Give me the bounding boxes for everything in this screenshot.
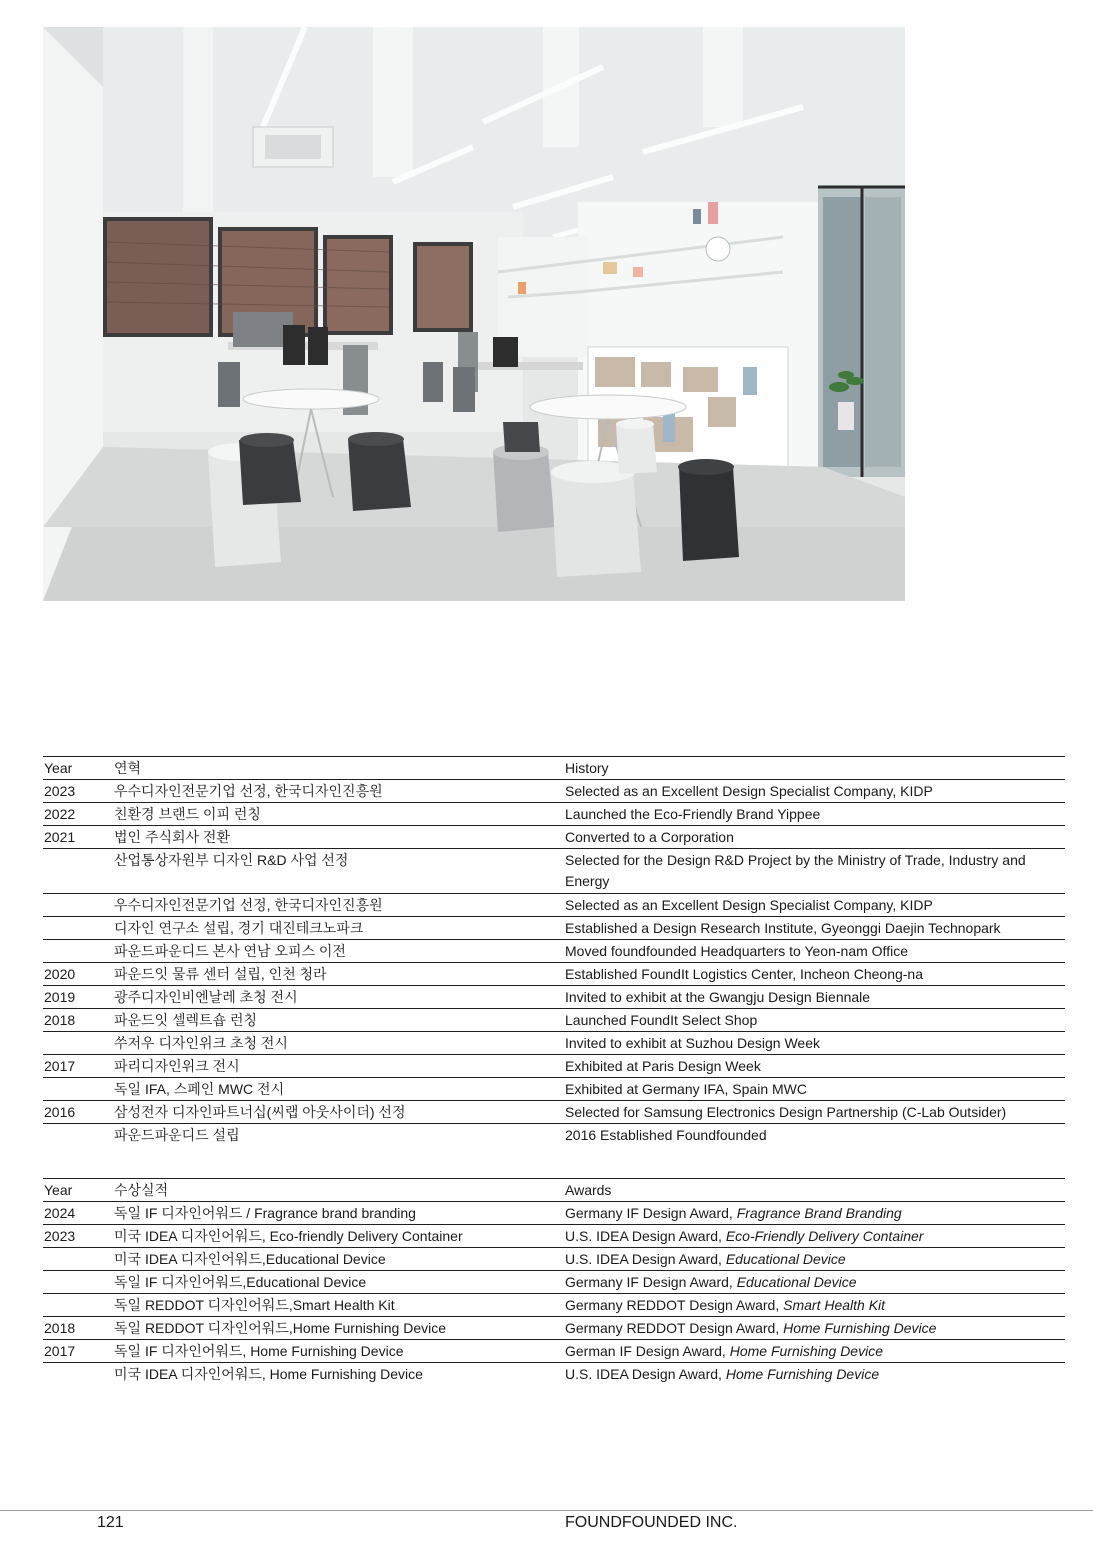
en-cell <box>565 1272 1060 1292</box>
page-number: 121 <box>97 1514 124 1531</box>
table-row <box>43 780 1065 803</box>
en-cell: Converted to a Corporation <box>565 829 734 845</box>
table-row <box>43 1055 1065 1078</box>
en-cell <box>565 1203 1060 1223</box>
ko-cell: 독일 REDDOT 디자인어워드,Home Furnishing Device <box>114 1320 447 1336</box>
en-cell <box>565 1226 1060 1246</box>
ko-cell: 디자인 연구소 설립, 경기 대진테크노파크 <box>114 920 364 936</box>
en-cell <box>565 1364 1060 1384</box>
en-cell: Selected for Samsung Electronics Design Partnership (C-Lab Outsider) <box>565 1104 1007 1120</box>
award-name: Germany IF Design Award, <box>565 1274 737 1290</box>
ko-cell: 쑤저우 디자인위크 초청 전시 <box>114 1035 288 1051</box>
ko-cell: 법인 주식회사 전환 <box>114 829 230 845</box>
year-cell: 2016 <box>44 1104 76 1120</box>
ko-cell: 파운드잇 물류 센터 설립, 인천 청라 <box>114 966 327 982</box>
ko-cell: 친환경 브랜드 이피 런칭 <box>114 806 261 822</box>
en-cell: 2016 Established Foundfounded <box>565 1127 767 1143</box>
table-row <box>43 1101 1065 1124</box>
en-cell: Established FoundIt Logistics Center, Incheon Cheong-na <box>565 966 924 982</box>
awards-en-header: Awards <box>565 1182 612 1198</box>
table-row <box>43 1078 1065 1101</box>
ko-cell: 파운드파운디드 설립 <box>114 1127 240 1143</box>
year-cell: 2022 <box>44 806 76 822</box>
ko-cell: 파운드잇 셀렉트숍 런칭 <box>114 1012 258 1028</box>
ko-cell: 광주디자인비엔날레 초청 전시 <box>114 989 298 1005</box>
year-cell: 2018 <box>44 1320 76 1336</box>
table-row <box>43 1340 1065 1363</box>
award-category: Smart Health Kit <box>783 1297 886 1313</box>
year-header: Year <box>44 760 73 776</box>
table-row <box>43 1317 1065 1340</box>
en-cell: Exhibited at Germany IFA, Spain MWC <box>565 1081 807 1097</box>
en-cell <box>565 1318 1060 1338</box>
en-cell: Moved foundfounded Headquarters to Yeon-nam Office <box>565 943 908 959</box>
award-name: Germany REDDOT Design Award, <box>565 1320 784 1336</box>
ko-cell: 미국 IDEA 디자인어워드, Home Furnishing Device <box>114 1366 423 1382</box>
year-header: Year <box>44 1182 73 1198</box>
ko-cell: 독일 IF 디자인어워드 / Fragrance brand branding <box>114 1205 416 1221</box>
award-category: Home Furnishing Device <box>725 1366 880 1382</box>
awards-header-row <box>43 1178 1065 1202</box>
ko-cell: 산업통상자원부 디자인 R&D 사업 선정 <box>114 852 349 868</box>
table-row <box>43 1124 1065 1146</box>
history-en-header: History <box>565 760 609 776</box>
ko-cell: 파운드파운디드 본사 연남 오피스 이전 <box>114 943 346 959</box>
ko-cell: 독일 IFA, 스페인 MWC 전시 <box>114 1081 285 1097</box>
en-cell <box>565 1249 1060 1269</box>
table-row <box>43 917 1065 940</box>
en-cell: Established a Design Research Institute, Gyeonggi Daejin Technopark <box>565 920 1001 936</box>
awards-ko-header: 수상실적 <box>114 1182 169 1198</box>
award-name: U.S. IDEA Design Award, <box>565 1366 726 1382</box>
table-row <box>43 1363 1065 1385</box>
ko-cell: 우수디자인전문기업 선정, 한국디자인진흥원 <box>114 897 383 913</box>
award-name: U.S. IDEA Design Award, <box>565 1228 726 1244</box>
award-category: Home Furnishing Device <box>783 1320 937 1336</box>
history-header-row <box>43 756 1065 780</box>
table-row <box>43 1248 1065 1271</box>
year-cell: 2023 <box>44 783 76 799</box>
ko-cell: 독일 IF 디자인어워드,Educational Device <box>114 1274 367 1290</box>
en-cell: Selected as an Excellent Design Specialist Company, KIDP <box>565 897 933 913</box>
en-cell: Selected as an Excellent Design Specialist Company, KIDP <box>565 783 933 799</box>
year-cell: 2017 <box>44 1343 76 1359</box>
en-cell: Launched the Eco-Friendly Brand Yippee <box>565 806 821 822</box>
ko-cell: 파리디자인위크 전시 <box>114 1058 240 1074</box>
en-cell <box>565 1341 1060 1361</box>
award-category: Home Furnishing Device <box>729 1343 883 1359</box>
en-cell: Exhibited at Paris Design Week <box>565 1058 761 1074</box>
year-cell: 2017 <box>44 1058 76 1074</box>
year-cell: 2019 <box>44 989 76 1005</box>
year-cell: 2018 <box>44 1012 76 1028</box>
history-table <box>43 756 1065 1146</box>
footer-divider <box>0 1510 1093 1511</box>
table-row <box>43 826 1065 849</box>
ko-cell: 미국 IDEA 디자인어워드, Eco-friendly Delivery Container <box>114 1228 463 1244</box>
en-cell: Invited to exhibit at Suzhou Design Week <box>565 1035 821 1051</box>
table-row <box>43 1225 1065 1248</box>
year-cell: 2021 <box>44 829 76 845</box>
award-category: Fragrance Brand Branding <box>736 1205 902 1221</box>
award-category: Educational Device <box>725 1251 846 1267</box>
year-cell: 2024 <box>44 1205 76 1221</box>
table-row <box>43 849 1065 894</box>
award-category: Educational Device <box>736 1274 857 1290</box>
table-row <box>43 986 1065 1009</box>
table-row <box>43 1202 1065 1225</box>
table-row <box>43 963 1065 986</box>
year-cell: 2023 <box>44 1228 76 1244</box>
ko-cell: 독일 REDDOT 디자인어워드,Smart Health Kit <box>114 1297 395 1313</box>
table-row <box>43 940 1065 963</box>
table-row <box>43 803 1065 826</box>
table-row <box>43 1294 1065 1317</box>
ko-cell: 삼성전자 디자인파트너십(씨랩 아웃사이더) 선정 <box>114 1104 406 1120</box>
table-row <box>43 1032 1065 1055</box>
company-name: FOUNDFOUNDED INC. <box>565 1514 738 1531</box>
award-name: German IF Design Award, <box>565 1343 730 1359</box>
year-cell: 2020 <box>44 966 76 982</box>
table-row <box>43 894 1065 917</box>
table-row <box>43 1271 1065 1294</box>
history-ko-header: 연혁 <box>114 760 142 776</box>
table-row <box>43 1009 1065 1032</box>
awards-table <box>43 1178 1065 1385</box>
award-name: Germany IF Design Award, <box>565 1205 737 1221</box>
en-cell: Selected for the Design R&D Project by the Ministry of Trade, Industry and Energy <box>565 852 1026 889</box>
ko-cell: 독일 IF 디자인어워드, Home Furnishing Device <box>114 1343 404 1359</box>
en-cell: Invited to exhibit at the Gwangju Design Biennale <box>565 989 871 1005</box>
office-photo <box>43 27 905 601</box>
en-cell <box>565 1295 1060 1315</box>
ko-cell: 우수디자인전문기업 선정, 한국디자인진흥원 <box>114 783 383 799</box>
en-cell: Launched FoundIt Select Shop <box>565 1012 758 1028</box>
award-category: Eco-Friendly Delivery Container <box>725 1228 924 1244</box>
award-name: U.S. IDEA Design Award, <box>565 1251 726 1267</box>
ko-cell: 미국 IDEA 디자인어워드,Educational Device <box>114 1251 386 1267</box>
award-name: Germany REDDOT Design Award, <box>565 1297 784 1313</box>
